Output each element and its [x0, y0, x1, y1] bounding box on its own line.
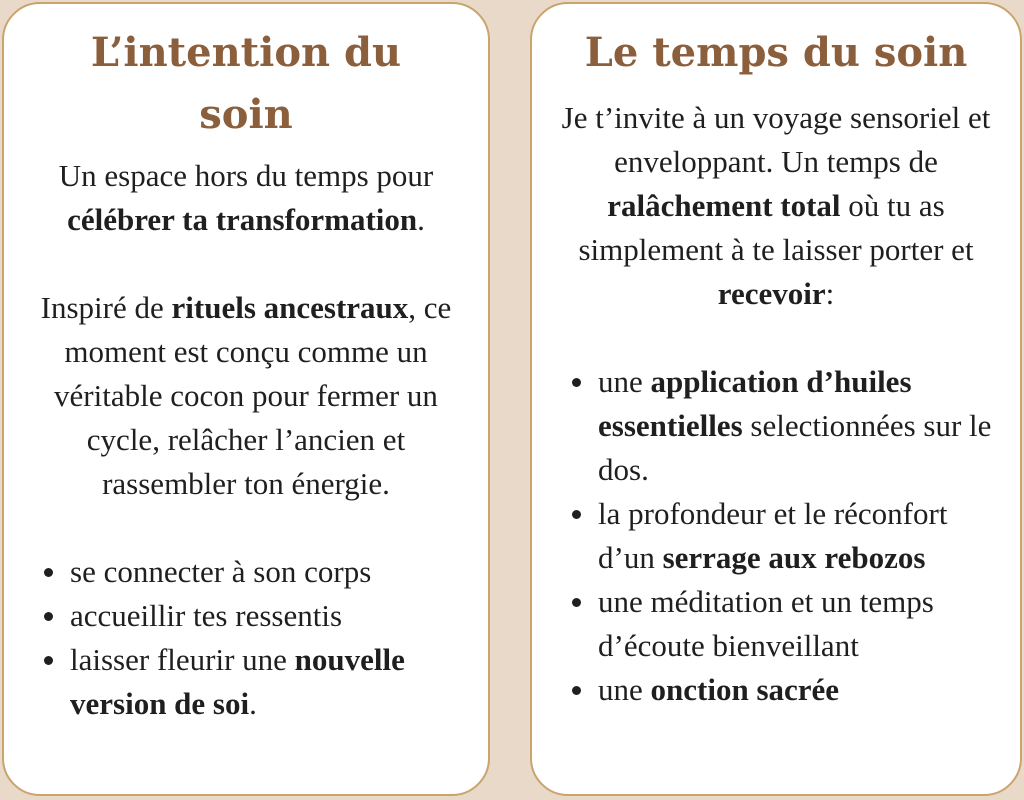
paragraph-text: . [417, 202, 425, 237]
list-item-text: une [598, 672, 651, 707]
list-item-bold: nouvelle version de soi [70, 642, 405, 721]
list-item-bold: onction sacrée [650, 672, 840, 707]
bullet-dot-icon [572, 510, 581, 519]
paragraph-text: Un espace hors du temps pour [58, 158, 434, 193]
bullet-dot-icon [572, 686, 581, 695]
list-item [4, 638, 482, 726]
paragraph-bold: recevoir [717, 276, 826, 311]
list-item [4, 550, 482, 594]
paragraph-bold: ralâchement total [607, 188, 841, 223]
bullet-dot-icon [44, 656, 53, 665]
paragraph-bold: célébrer ta transformation [67, 202, 418, 237]
bullet-dot-icon [44, 612, 53, 621]
paragraph-text: : [825, 276, 835, 311]
list-item-bold: application d’huiles essentielles [598, 364, 912, 443]
temps-bullet-list [532, 360, 1020, 712]
list-item [532, 668, 1012, 712]
list-item-text: . [249, 686, 257, 721]
bullet-dot-icon [572, 598, 581, 607]
temps-title: Le temps du soin [584, 29, 968, 76]
paragraph-text: où tu as simplement à te laisser porter et [578, 188, 974, 267]
paragraph-bold: rituels ancestraux [171, 290, 409, 325]
list-item [532, 492, 1012, 580]
intention-bullet-list [4, 550, 488, 726]
bullet-dot-icon [572, 378, 581, 387]
temps-card [530, 2, 1022, 796]
list-item-text: une [598, 364, 651, 399]
intention-title: L’intention du soin [90, 29, 402, 138]
list-item-text: une méditation et un temps d’écoute bienveillant [598, 584, 934, 663]
intention-paragraph-1 [4, 154, 488, 242]
list-item-text: se connecter à son corps [70, 554, 372, 589]
list-item [4, 594, 482, 638]
paragraph-text: Je t’invite à un voyage sensoriel et enveloppant. Un temps de [561, 100, 991, 179]
bullet-dot-icon [44, 568, 53, 577]
temps-paragraph-1 [532, 96, 1020, 316]
list-item-text: accueillir tes ressentis [70, 598, 343, 633]
list-item-text: laisser fleurir une [70, 642, 295, 677]
list-item [532, 360, 1012, 492]
intention-card [2, 2, 490, 796]
list-item-bold: serrage aux rebozos [662, 540, 926, 575]
paragraph-text: , ce moment est conçu comme un véritable cocon pour fermer un cycle, relâcher l’ancien et rassembler ton énergie. [54, 290, 452, 501]
paragraph-text: Inspiré de [40, 290, 172, 325]
intention-paragraph-2 [4, 286, 488, 506]
list-item-text: la profondeur et le réconfort d’un [598, 496, 948, 575]
list-item-text: selectionnées sur le dos. [598, 408, 992, 487]
list-item [532, 580, 1012, 668]
